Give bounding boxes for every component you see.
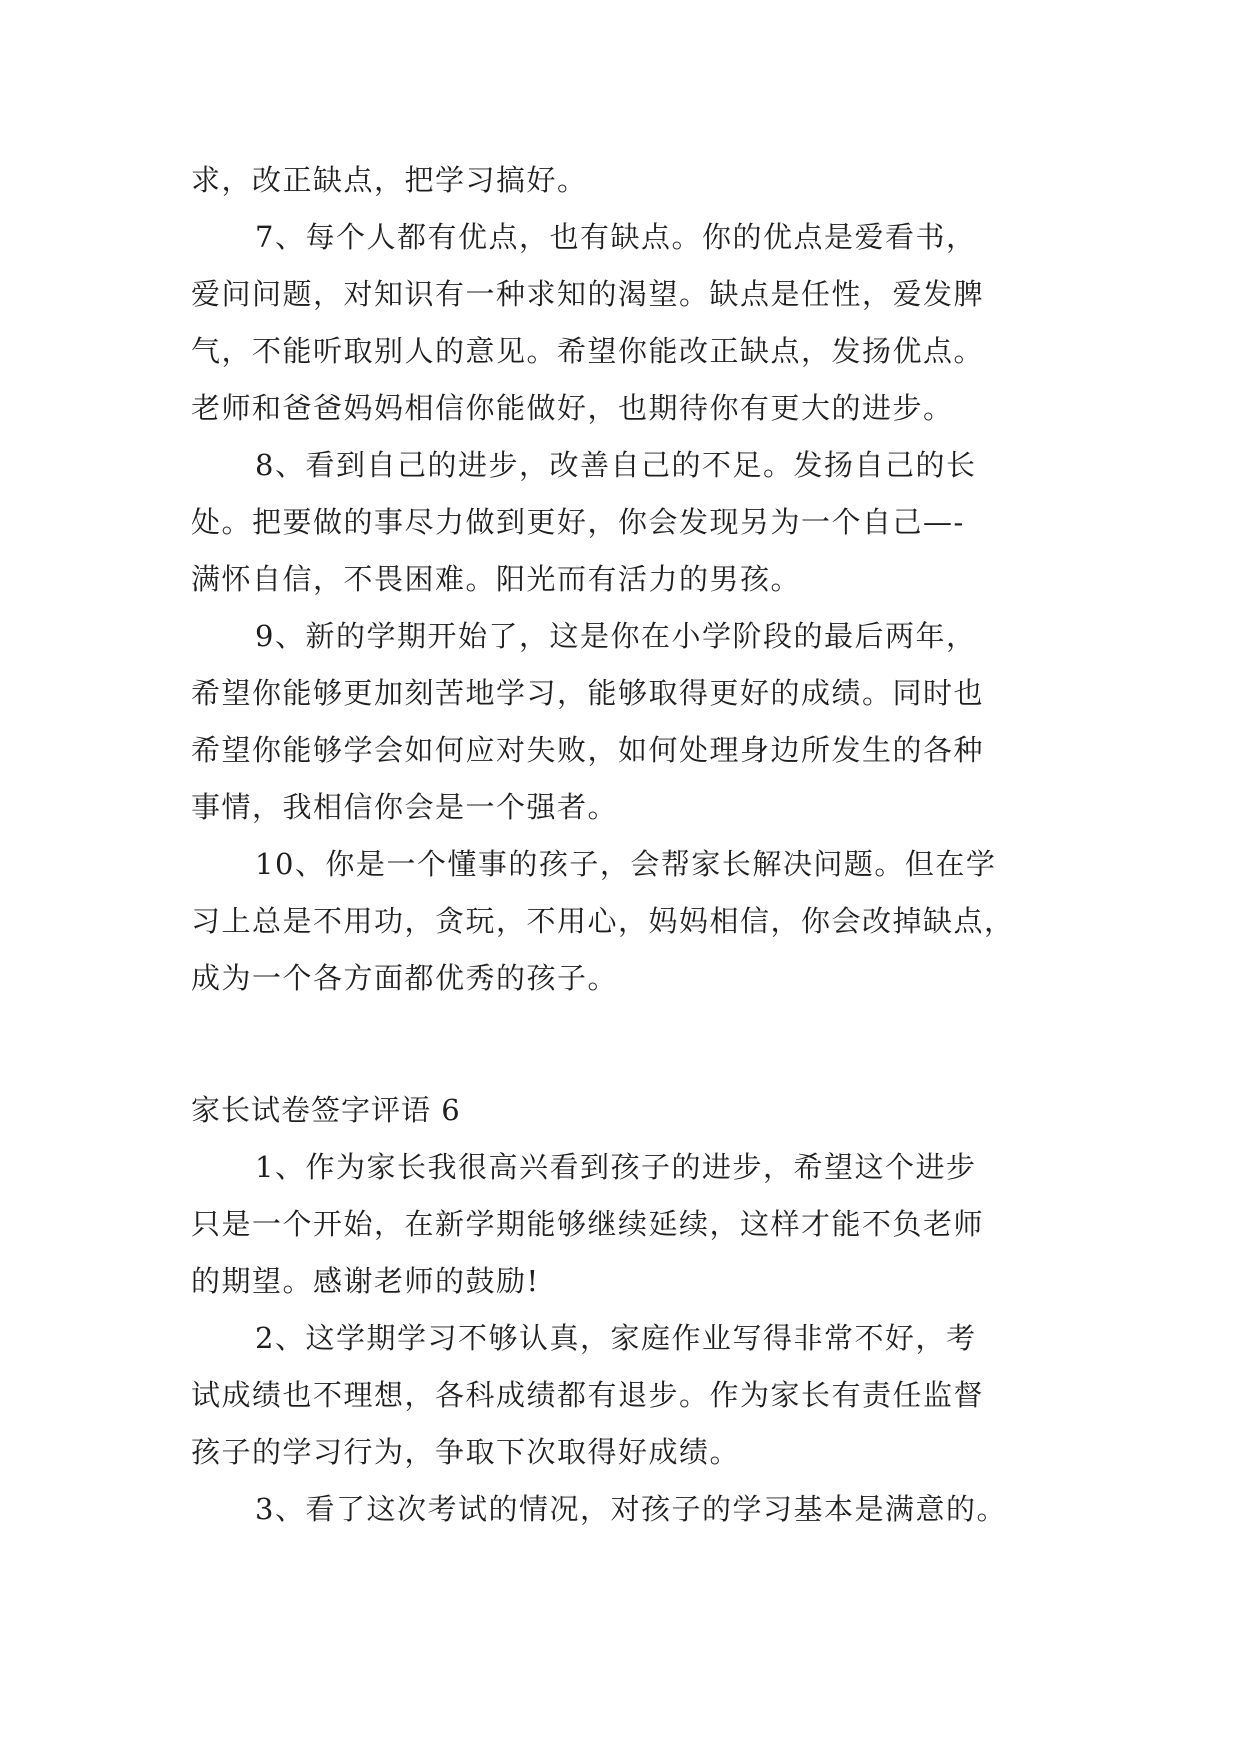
comment-1-line-1: 1、作为家长我很高兴看到孩子的进步，希望这个进步 bbox=[255, 1150, 977, 1184]
section-heading: 家长试卷签字评语 6 bbox=[191, 1093, 461, 1127]
comment-7-line-1: 7、每个人都有优点，也有缺点。你的优点是爱看书， bbox=[255, 220, 977, 254]
comment-1-line-2: 只是一个开始，在新学期能够继续延续，这样才能不负老师 bbox=[191, 1207, 985, 1241]
comment-9-line-4: 事情，我相信你会是一个强者。 bbox=[191, 790, 619, 824]
comment-7-line-3: 气，不能听取别人的意见。希望你能改正缺点，发扬优点。 bbox=[191, 334, 985, 368]
comment-8-line-1: 8、看到自己的进步，改善自己的不足。发扬自己的长 bbox=[255, 448, 977, 482]
comment-3-line-1: 3、看了这次考试的情况，对孩子的学习基本是满意的。 bbox=[255, 1492, 1007, 1526]
comment-7-line-2: 爱问问题，对知识有一种求知的渴望。缺点是任性，爱发脾 bbox=[191, 277, 985, 311]
comment-2-line-2: 试成绩也不理想，各科成绩都有退步。作为家长有责任监督 bbox=[191, 1378, 985, 1412]
comment-1-line-3: 的期望。感谢老师的鼓励! bbox=[191, 1264, 540, 1298]
comment-10-line-2: 习上总是不用功，贪玩，不用心，妈妈相信，你会改掉缺点， bbox=[191, 904, 1015, 938]
continuation-line: 求，改正缺点，把学习搞好。 bbox=[191, 163, 588, 197]
comment-8-line-3: 满怀自信，不畏困难。阳光而有活力的男孩。 bbox=[191, 562, 802, 596]
comment-9-line-1: 9、新的学期开始了，这是你在小学阶段的最后两年， bbox=[255, 619, 977, 653]
comment-2-line-1: 2、这学期学习不够认真，家庭作业写得非常不好，考 bbox=[255, 1321, 977, 1355]
comment-10-line-1: 10、你是一个懂事的孩子，会帮家长解决问题。但在学 bbox=[255, 847, 997, 881]
comment-8-line-2: 处。把要做的事尽力做到更好，你会发现另为一个自己—- bbox=[191, 505, 965, 539]
comment-10-line-3: 成为一个各方面都优秀的孩子。 bbox=[191, 961, 619, 995]
comment-9-line-2: 希望你能够更加刻苦地学习，能够取得更好的成绩。同时也 bbox=[191, 676, 985, 710]
comment-9-line-3: 希望你能够学会如何应对失败，如何处理身边所发生的各种 bbox=[191, 733, 985, 767]
comment-2-line-3: 孩子的学习行为，争取下次取得好成绩。 bbox=[191, 1435, 741, 1469]
comment-7-line-4: 老师和爸爸妈妈相信你能做好，也期待你有更大的进步。 bbox=[191, 391, 954, 425]
